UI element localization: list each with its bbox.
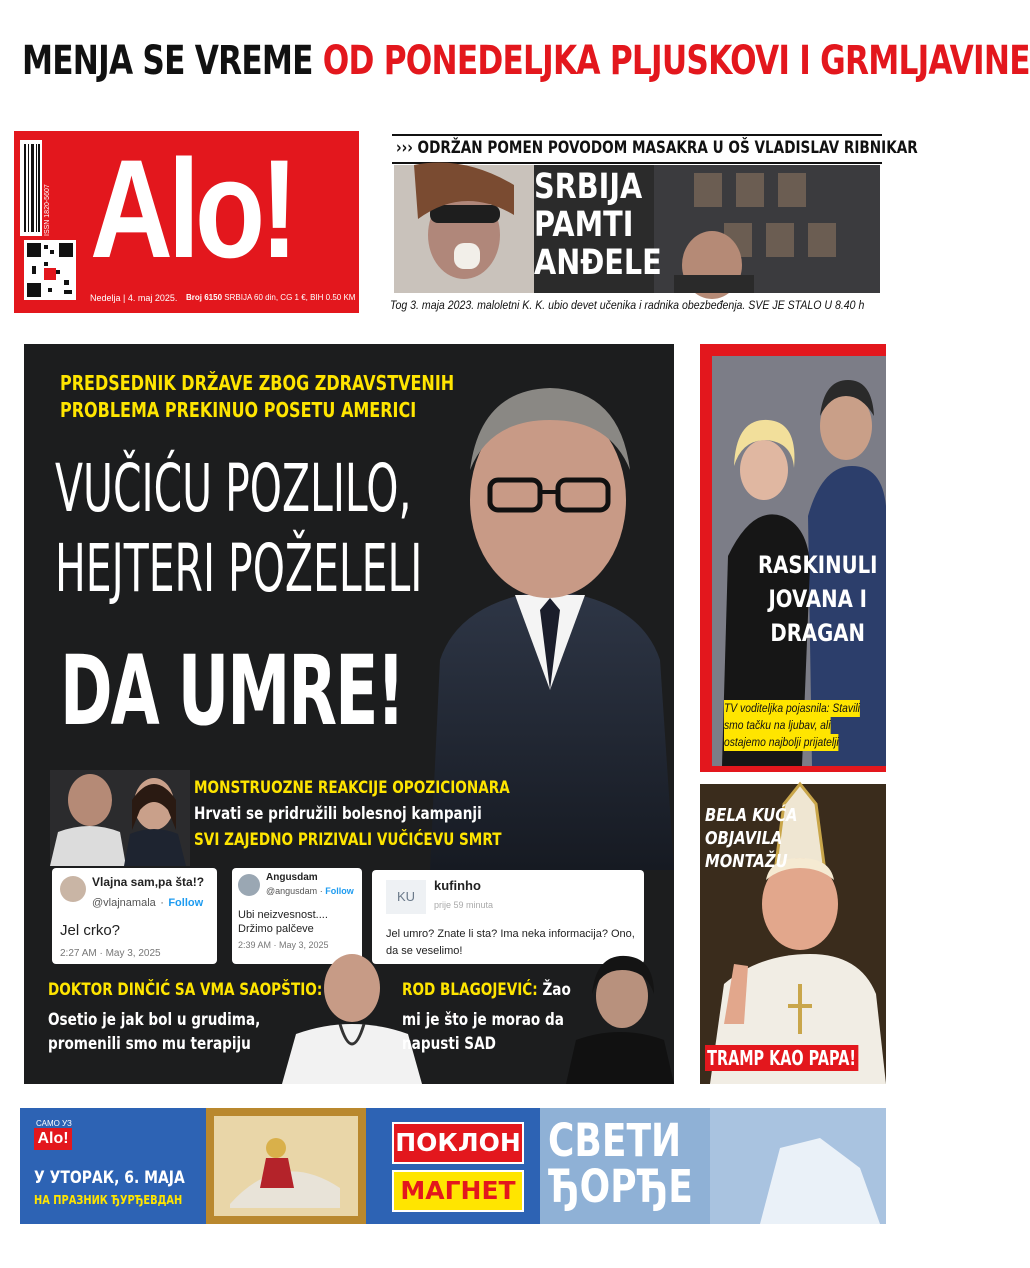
comment-name: kufinho [434,878,481,893]
ribnikar-headline [534,168,662,282]
issn-number: ISSN 1820-5607 [44,184,51,236]
rod-quote [402,980,571,1000]
ribnikar-headline-line: SRBIJA [534,167,643,207]
main-headline-line2: HEJTERI POŽELELI [55,530,423,607]
pope-kicker [705,804,797,873]
main-kicker-line: PROBLEMA PREKINUO POSETU AMERICI [60,398,417,422]
avatar: KU [386,880,426,914]
rod-text-line: napusti SAD [402,1034,496,1054]
tweet-handle-row: @vlajnamala · Follow [92,897,204,909]
tweet-text: Jel crko? [60,922,121,939]
issue-prices: SRBIJA 60 din, CG 1 €, BIH 0.50 KM [224,293,356,302]
top-headline [22,38,1030,84]
alo-logo: Alo! [90,130,294,287]
rod-title: ROD BLAGOJEVIĆ: [402,980,538,1000]
pope-kicker-line: MONTAŽU [705,851,788,872]
ribnikar-kicker: ››› ODRŽAN POMEN POVODOM MASAKRA U OŠ VLADISLAV RIBNIKAR [396,138,918,158]
issue-number: Broj 6150 [186,293,223,302]
promo-only-with: САМО УЗ [36,1119,72,1128]
doctor-text-line: Osetio je jak bol u grudima, [48,1010,261,1030]
ribnikar-headline-line: ANĐELE [534,243,662,283]
main-sub-3: SVI ZAJEDNO PRIZIVALI VUČIĆEVU SMRT [194,830,502,850]
comment-meta: prije 59 minuta [434,900,494,910]
issue-price [186,293,355,302]
follow-link[interactable]: Follow [168,897,204,909]
tweet-card [52,868,217,964]
main-sub-1: MONSTRUOZNE REAKCIJE OPOZICIONARA [194,778,510,798]
follow-link[interactable]: Follow [325,886,354,896]
doctor-text-line: promenili smo mu terapiju [48,1034,251,1054]
issue-date: Nedelja | 4. maj 2025. [90,293,178,303]
ribnikar-caption: Tog 3. maja 2023. maloletni K. K. ubio devet učenika i radnika obezbeđenja. SVE JE STALO U 8.40 h [390,298,865,312]
pope-kicker-line: OBJAVILA [705,828,783,849]
promo-gift-label: ПОКЛОН [392,1122,524,1164]
main-sub-2: Hrvati se pridružili bolesnoj kampanji [194,804,482,824]
jovana-caption-line: TV voditeljka pojasnila: Stavili [724,701,860,715]
tweet-meta: 2:27 AM · May 3, 2025 [60,948,161,959]
ribnikar-headline-line: PAMTI [534,205,634,245]
jovana-caption-line: smo tačku na ljubav, ali [724,718,831,732]
jovana-headline-line: RASKINULI [758,551,878,579]
top-headline-part2: OD PONEDELJKA PLJUSKOVI I GRMLJAVINE [322,38,1030,84]
tweet-meta: 2:39 AM · May 3, 2025 [238,940,329,950]
main-kicker-line: PREDSEDNIK DRŽAVE ZBOG ZDRAVSTVENIH [60,371,455,395]
rod-text-line: mi je što je morao da [402,1010,564,1030]
promo-logo: Alo! [34,1128,72,1150]
tweet-handle-row: @angusdam · Follow [266,886,354,896]
promo-magnet-label: МАГНЕТ [392,1170,524,1212]
main-kicker [60,370,454,424]
qr-code-icon [24,240,76,300]
promo-date: У УТОРАК, 6. МАЈА [34,1168,185,1188]
rod-text [402,1008,564,1056]
barcode [20,140,42,236]
tweet-handle: @angusdam [266,886,318,896]
doctor-title: DOKTOR DINČIĆ SA VMA SAOPŠTIO: [48,980,323,1000]
jovana-caption-line: ostajemo najbolji prijatelji [724,735,839,749]
main-headline-line1: VUČIĆU POZLILO, [55,450,412,527]
pope-kicker-line: BELA KUĆA [705,805,798,826]
promo-saint-line: СВЕТИ [548,1114,682,1167]
tweet-text: Ubi neizvesnost.... Držimo palčeve [238,909,328,935]
doctor-photo [282,944,422,1084]
jovana-caption [724,700,860,751]
jovana-headline [758,548,877,650]
doctor-text [48,1008,260,1056]
promo-holiday: НА ПРАЗНИК ЂУРЂЕВДАН [34,1193,183,1207]
top-headline-part1: MENJA SE VREME [22,38,313,84]
tweet-handle: @vlajnamala [92,897,156,909]
opposition-photo [50,770,190,866]
jovana-headline-line: JOVANA I [768,585,867,613]
rod-photo [566,944,674,1084]
avatar [238,874,260,896]
pope-headline: TRAMP KAO PAPA! [705,1045,858,1071]
rod-text-line: Žao [542,980,571,1000]
main-headline-line3: DA UMRE! [60,635,404,747]
comment-text: Jel umro? Znate li sta? Ima neka informacija? Ono, da se veselimo! [386,928,635,957]
avatar [60,876,86,902]
tweet-name: Angusdam [266,872,318,883]
promo-saint-line: ЂОРЂЕ [548,1160,693,1213]
tweet-name: Vlajna sam,pa šta!? [92,875,205,889]
promo-saint-title [548,1114,693,1213]
jovana-headline-line: DRAGAN [770,619,866,647]
